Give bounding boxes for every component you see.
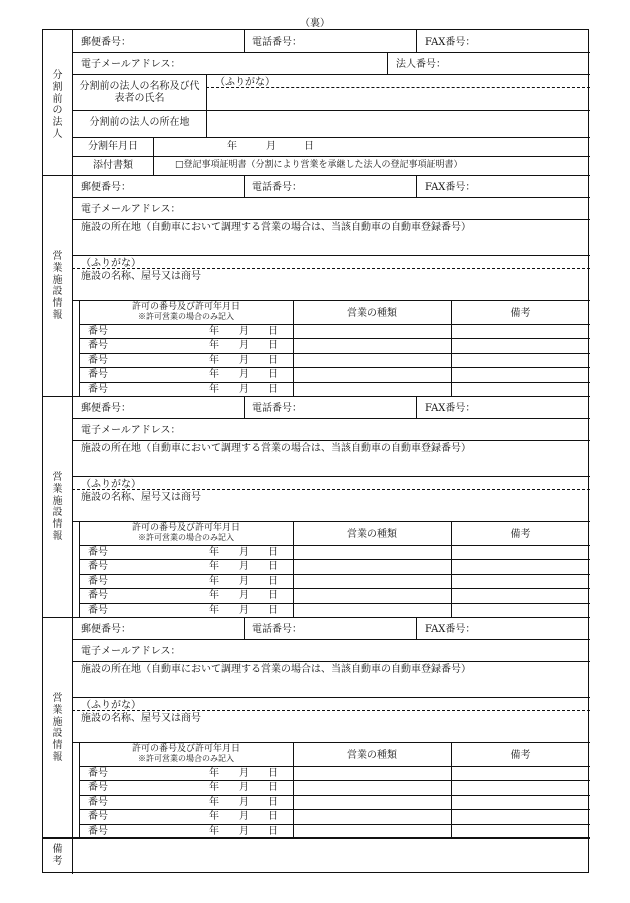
permit-row [43, 780, 590, 794]
facility-type-header: 営業の種類 [347, 308, 397, 319]
permit-row-month: 月 [239, 590, 249, 602]
permit-row [43, 588, 590, 602]
permit-row-month: 月 [239, 825, 249, 837]
permit-row [43, 367, 590, 381]
facility-postal-label: 郵便番号： [81, 624, 131, 635]
facility-fax-label: FAX番号： [425, 182, 476, 193]
facility-type-header: 営業の種類 [347, 529, 397, 540]
permit-row-number-label: 番号 [88, 340, 108, 352]
permit-row-month: 月 [239, 561, 249, 573]
permit-row-month: 月 [239, 547, 249, 558]
permit-row-year: 年 [209, 340, 219, 352]
permit-row [43, 766, 590, 780]
facility-permit-header: 許可の番号及び許可年月日 ※許可営業の場合のみ記入 [131, 302, 240, 322]
company-attach-label: 添付書類 [93, 160, 133, 171]
permit-row-number-label: 番号 [88, 383, 108, 395]
permit-row-number-label: 番号 [88, 575, 108, 587]
company-date-label: 分割年月日 [88, 141, 138, 152]
permit-row-number-label: 番号 [88, 811, 108, 823]
permit-row-month: 月 [239, 811, 249, 823]
permit-row-month: 月 [239, 326, 249, 337]
permit-row-year: 年 [209, 383, 219, 395]
permit-row-year: 年 [209, 811, 219, 823]
facility-location-label: 施設の所在地（自動車において調理する営業の場合は、当該自動車の自動車登録番号） [81, 222, 471, 233]
form-table [42, 29, 589, 873]
facility-phone-label: 電話番号： [252, 182, 302, 193]
facility-phone-label: 電話番号： [252, 624, 302, 635]
permit-row-day: 日 [268, 340, 278, 352]
facility-name-label: 施設の名称、屋号又は商号 [81, 713, 201, 724]
permit-row-day: 日 [268, 326, 278, 337]
facility-side-label: 営 業 施 設 情 報 [52, 693, 63, 763]
page-title: （裏） [300, 18, 330, 29]
facility-furigana-label: （ふりがな） [81, 479, 141, 490]
facility-side-label: 営 業 施 設 情 報 [52, 251, 63, 321]
facility-side-label: 営 業 施 設 情 報 [52, 472, 63, 542]
permit-row-day: 日 [268, 383, 278, 395]
company-email-label: 電子メールアドレス： [81, 59, 181, 70]
permit-row-number-label: 番号 [88, 768, 108, 779]
company-name-label: 分割前の法人の名称及び代 表者の氏名 [79, 81, 200, 104]
permit-row-day: 日 [268, 825, 278, 837]
permit-row-month: 月 [239, 369, 249, 381]
permit-row [43, 338, 590, 352]
company-date-day: 日 [304, 141, 314, 152]
permit-row-month: 月 [239, 340, 249, 352]
permit-row-year: 年 [209, 547, 219, 558]
permit-row-day: 日 [268, 354, 278, 366]
facility-furigana-label: （ふりがな） [81, 700, 141, 711]
permit-row-day: 日 [268, 782, 278, 794]
permit-row-number-label: 番号 [88, 604, 108, 616]
permit-row-month: 月 [239, 604, 249, 616]
permit-row-number-label: 番号 [88, 326, 108, 337]
facility-type-header: 営業の種類 [347, 750, 397, 761]
facility-fax-label: FAX番号： [425, 624, 476, 635]
permit-row-month: 月 [239, 354, 249, 366]
permit-row-number-label: 番号 [88, 796, 108, 808]
permit-row-day: 日 [268, 604, 278, 616]
facility-phone-label: 電話番号： [252, 403, 302, 414]
company-side-label: 分 割 前 の 法 人 [52, 70, 63, 140]
permit-row-number-label: 番号 [88, 590, 108, 602]
permit-row-month: 月 [239, 768, 249, 779]
permit-row-year: 年 [209, 796, 219, 808]
permit-row-year: 年 [209, 825, 219, 837]
facility-name-label: 施設の名称、屋号又は商号 [81, 271, 201, 282]
facility-email-label: 電子メールアドレス： [81, 204, 181, 215]
remarks-side-label: 備 考 [52, 843, 63, 867]
permit-row-year: 年 [209, 782, 219, 794]
permit-row [43, 353, 590, 367]
company-fax-label: FAX番号： [425, 37, 476, 48]
permit-row-number-label: 番号 [88, 369, 108, 381]
permit-row-year: 年 [209, 604, 219, 616]
permit-row [43, 574, 590, 588]
permit-row-month: 月 [239, 383, 249, 395]
facility-fax-label: FAX番号： [425, 403, 476, 414]
permit-row-day: 日 [268, 561, 278, 573]
facility-furigana-label: （ふりがな） [81, 258, 141, 269]
permit-row-number-label: 番号 [88, 561, 108, 573]
permit-row-year: 年 [209, 590, 219, 602]
permit-row-month: 月 [239, 782, 249, 794]
permit-row-number-label: 番号 [88, 825, 108, 837]
facility-postal-label: 郵便番号： [81, 403, 131, 414]
facility-name-label: 施設の名称、屋号又は商号 [81, 492, 201, 503]
company-attach-value: □登記事項証明書（分割により営業を承継した法人の登記事項証明書） [175, 160, 463, 170]
permit-row [43, 324, 590, 338]
facility-remarks-header: 備考 [510, 308, 531, 319]
facility-location-label: 施設の所在地（自動車において調理する営業の場合は、当該自動車の自動車登録番号） [81, 664, 471, 675]
permit-row-year: 年 [209, 768, 219, 779]
facility-remarks-header: 備考 [510, 750, 531, 761]
permit-row [43, 795, 590, 809]
permit-row-month: 月 [239, 796, 249, 808]
permit-row [43, 809, 590, 823]
facility-email-label: 電子メールアドレス： [81, 646, 181, 657]
company-furigana-label: （ふりがな） [215, 77, 275, 88]
permit-row-year: 年 [209, 326, 219, 337]
permit-row-month: 月 [239, 575, 249, 587]
permit-row [43, 545, 590, 559]
permit-row-number-label: 番号 [88, 782, 108, 794]
permit-row [43, 603, 590, 617]
company-postal-label: 郵便番号： [81, 37, 131, 48]
facility-permit-header: 許可の番号及び許可年月日 ※許可営業の場合のみ記入 [131, 744, 240, 764]
permit-row-day: 日 [268, 590, 278, 602]
permit-row-day: 日 [268, 768, 278, 779]
permit-row-year: 年 [209, 369, 219, 381]
permit-row-number-label: 番号 [88, 547, 108, 558]
permit-row-day: 日 [268, 547, 278, 558]
facility-postal-label: 郵便番号： [81, 182, 131, 193]
facility-section [43, 617, 590, 838]
facility-remarks-header: 備考 [510, 529, 531, 540]
company-date-year: 年 [227, 141, 237, 152]
permit-row-year: 年 [209, 354, 219, 366]
permit-row-year: 年 [209, 575, 219, 587]
company-corp-no-label: 法人番号： [396, 59, 446, 70]
permit-row-day: 日 [268, 575, 278, 587]
company-date-month: 月 [266, 141, 276, 152]
permit-row-day: 日 [268, 369, 278, 381]
facility-email-label: 電子メールアドレス： [81, 425, 181, 436]
facility-location-label: 施設の所在地（自動車において調理する営業の場合は、当該自動車の自動車登録番号） [81, 443, 471, 454]
facility-permit-header: 許可の番号及び許可年月日 ※許可営業の場合のみ記入 [131, 523, 240, 543]
permit-row-number-label: 番号 [88, 354, 108, 366]
company-address-label: 分割前の法人の所在地 [89, 117, 190, 128]
permit-row-day: 日 [268, 811, 278, 823]
company-phone-label: 電話番号： [252, 37, 302, 48]
permit-row [43, 382, 590, 396]
permit-row [43, 559, 590, 573]
permit-row [43, 824, 590, 838]
facility-section [43, 175, 590, 396]
facility-section [43, 396, 590, 617]
permit-row-day: 日 [268, 796, 278, 808]
permit-row-year: 年 [209, 561, 219, 573]
